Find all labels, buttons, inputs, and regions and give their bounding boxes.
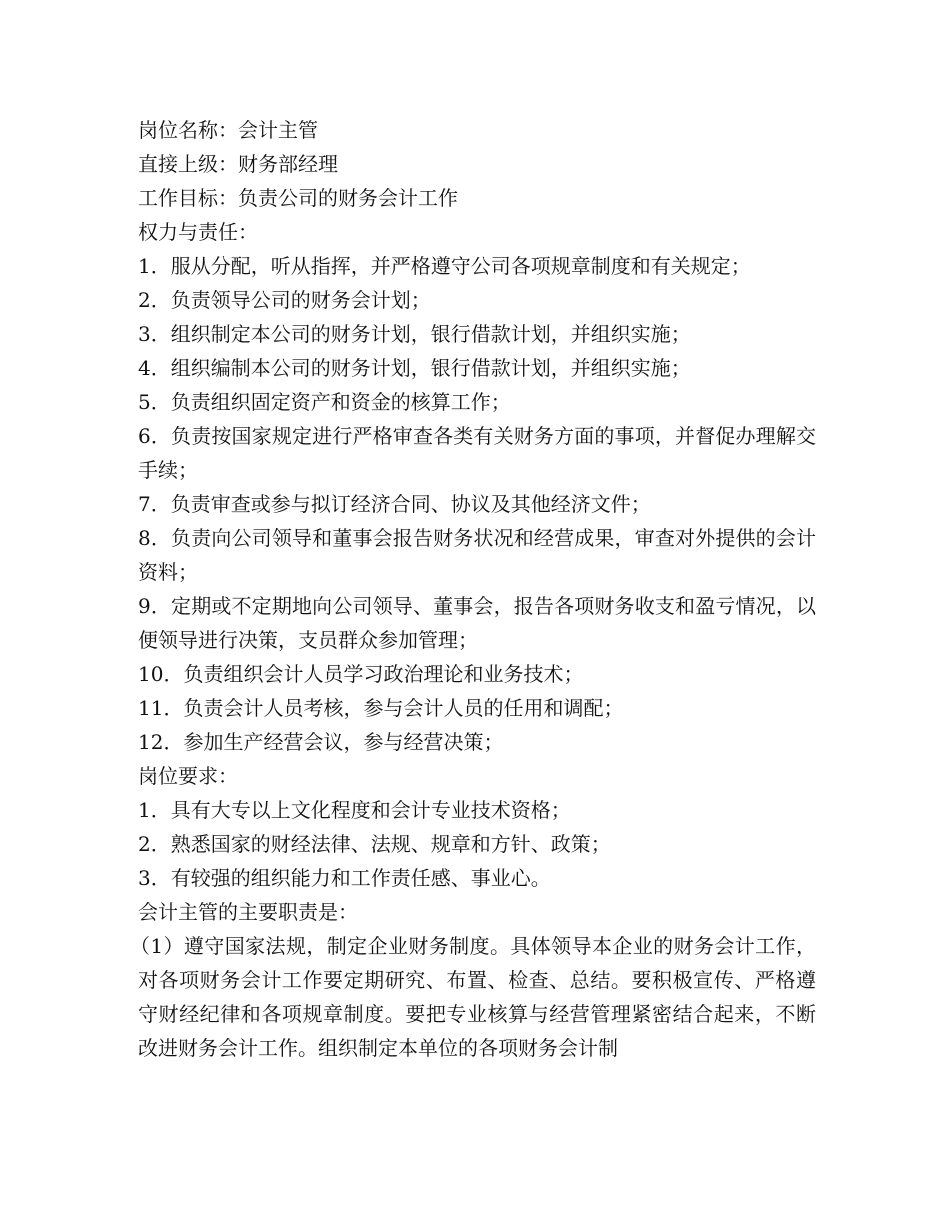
rights-item-8: 8．负责向公司领导和董事会报告财务状况和经营成果，审查对外提供的会计资料； (138, 526, 816, 584)
duties-paragraph: （1）遵守国家法规，制定企业财务制度。具体领导本企业的财务会计工作，对各项财务会计工作要定期研究、布置、检查、总结。要积极宣传、严格遵守财经纪律和各项规章制度。要把专业核算与经营管理紧密结合起来，不断改进财务会计工作。组织制定本单位的各项财务会计制 (130, 934, 816, 1060)
rights-item-2: 2．负责领导公司的财务会计划； (138, 288, 431, 312)
superior-line: 直接上级：财务部经理 (138, 152, 338, 176)
duties-heading: 会计主管的主要职责是： (138, 900, 358, 924)
rights-item-11: 11．负责会计人员考核，参与会计人员的任用和调配； (138, 696, 624, 720)
rights-item-6: 6．负责按国家规定进行严格审查各类有关财务方面的事项，并督促办理解交手续； (138, 424, 816, 482)
rights-item-1: 1．服从分配，听从指挥，并严格遵守公司各项规章制度和有关规定； (138, 254, 751, 278)
job-title-line: 岗位名称：会计主管 (138, 118, 318, 142)
goal-line: 工作目标：负责公司的财务会计工作 (138, 186, 458, 210)
rights-item-12: 12．参加生产经营会议，参与经营决策； (138, 730, 504, 754)
requirement-item-1: 1．具有大专以上文化程度和会计专业技术资格； (138, 798, 571, 822)
rights-item-5: 5．负责组织固定资产和资金的核算工作； (138, 390, 511, 414)
rights-item-3: 3．组织制定本公司的财务计划，银行借款计划，并组织实施； (138, 322, 691, 346)
document-body (130, 113, 816, 1065)
rights-item-10: 10．负责组织会计人员学习政治理论和业务技术； (138, 662, 584, 686)
requirements-heading: 岗位要求： (138, 764, 238, 788)
requirement-item-2: 2．熟悉国家的财经法律、法规、规章和方针、政策； (138, 832, 611, 856)
rights-heading: 权力与责任： (138, 220, 258, 244)
rights-item-4: 4．组织编制本公司的财务计划，银行借款计划，并组织实施； (138, 356, 691, 380)
rights-item-9: 9．定期或不定期地向公司领导、董事会，报告各项财务收支和盈亏情况，以便领导进行决策，支员群众参加管理； (138, 594, 816, 652)
requirement-item-3: 3．有较强的组织能力和工作责任感、事业心。 (138, 866, 551, 890)
rights-item-7: 7．负责审查或参与拟订经济合同、协议及其他经济文件； (138, 492, 651, 516)
